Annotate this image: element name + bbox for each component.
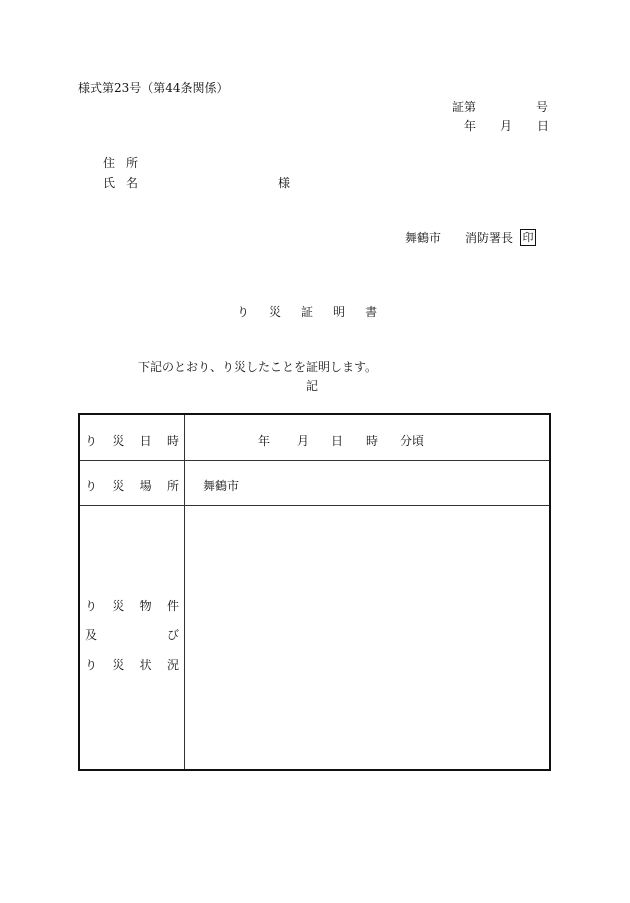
seal-stamp: 印 (520, 229, 536, 246)
form-number: 様式第23号（第44条関係） (78, 81, 229, 95)
address-label: 住所 (103, 156, 150, 170)
disaster-location-label: り 災 場 所 (85, 479, 179, 493)
datetime-hour-unit: 時 (366, 434, 379, 448)
title-char: 書 (365, 305, 378, 319)
issue-date-year: 年 (464, 119, 477, 133)
datetime-day-unit: 日 (331, 434, 344, 448)
name-label: 氏名 (103, 176, 150, 190)
disaster-location-value: 舞鶴市 (203, 479, 240, 493)
column-divider (184, 415, 185, 769)
issuer-city: 舞鶴市 (405, 231, 442, 245)
disaster-datetime-label: り 災 日 時 (85, 434, 179, 448)
datetime-month-unit: 月 (297, 434, 310, 448)
disaster-object-label: り 災 物 件 (85, 599, 179, 613)
honorific: 様 (278, 176, 291, 190)
datetime-year-unit: 年 (258, 434, 271, 448)
disaster-status-label: り 災 状 況 (85, 658, 179, 672)
document-title (237, 305, 377, 319)
issue-date-day: 日 (537, 119, 550, 133)
disaster-conjunction-label: 及 び (85, 628, 179, 642)
row-divider (80, 505, 549, 506)
title-char: り (237, 305, 250, 319)
title-char: 災 (269, 305, 282, 319)
row-divider (80, 460, 549, 461)
disaster-details-table (78, 413, 551, 771)
issue-date-month: 月 (500, 119, 513, 133)
title-char: 明 (333, 305, 346, 319)
datetime-minute-unit: 分頃 (400, 434, 425, 448)
issuer-title: 消防署長 (465, 231, 514, 245)
certification-text: 下記のとおり、り災したことを証明します。 (138, 360, 378, 374)
certificate-number-label: 証第 (452, 100, 477, 114)
title-char: 証 (301, 305, 314, 319)
certificate-number-suffix: 号 (536, 100, 549, 114)
ki-heading: 記 (306, 379, 319, 393)
